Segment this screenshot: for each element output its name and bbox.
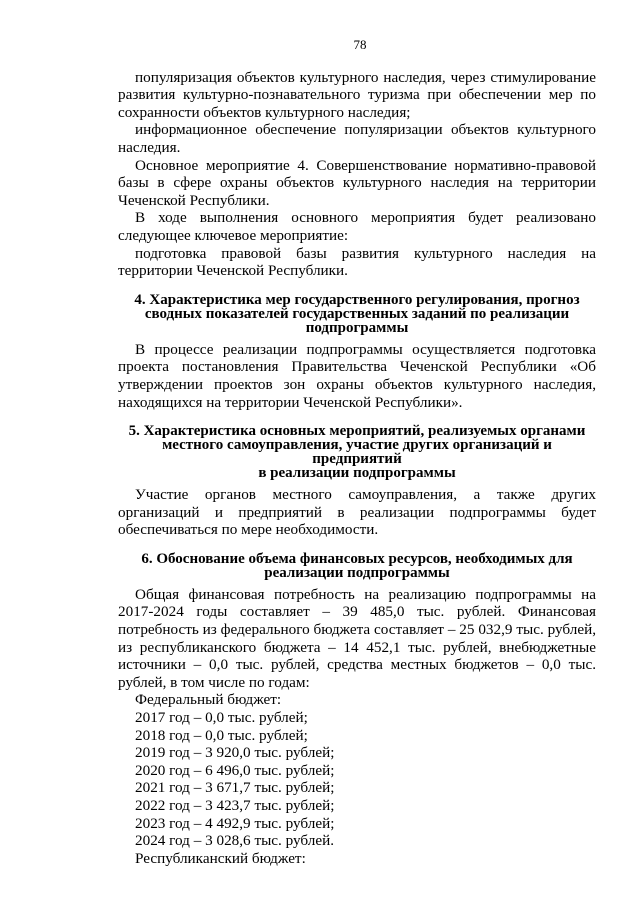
page-number: 78 <box>353 37 367 52</box>
section-6-heading-line: 6. Обоснование объема финансовых ресурсов, необходимых для <box>141 550 573 567</box>
paragraph-main-measure-4: Основное мероприятие 4. Совершенствование нормативно-правовой базы в сфере охраны объектов культурного наследия на территории Чеченской Республики. <box>118 156 596 209</box>
federal-year-row: 2024 год – 3 028,6 тыс. рублей. <box>135 832 335 850</box>
section-6-heading <box>118 552 596 580</box>
federal-year-row: 2017 год – 0,0 тыс. рублей; <box>135 709 308 727</box>
document-page <box>118 36 596 867</box>
federal-year-row: 2023 год – 4 492,9 тыс. рублей; <box>135 814 335 832</box>
paragraph-information: информационное обеспечение популяризации объектов культурного наследия. <box>118 121 596 156</box>
section-4-heading-line: 4. Характеристика мер государственного регулирования, прогноз <box>134 291 580 308</box>
section-4-text: В процессе реализации подпрограммы осуществляется подготовка проекта постановления Правительства Чеченской Республики «Об утверждении проектов зон охраны объектов культурного наследия, находящихся на территории Чеченской Республики». <box>118 340 596 411</box>
section-4-heading-line: сводных показателей государственных заданий по реализации <box>144 305 570 322</box>
section-4-heading <box>118 293 596 335</box>
section-5-text: Участие органов местного самоуправления, а также других организаций и предприятий в реализации подпрограммы будет обеспечиваться по мере необходимости. <box>118 486 596 539</box>
federal-year-row: 2021 год – 3 671,7 тыс. рублей; <box>135 779 335 797</box>
section-4-heading-line: подпрограммы <box>305 319 409 336</box>
section-6-heading-line: реализации подпрограммы <box>264 564 450 581</box>
section-5-heading <box>118 424 596 480</box>
section-5-heading-line: 5. Характеристика основных мероприятий, реализуемых органами <box>128 423 586 440</box>
republican-budget-label: Республиканский бюджет: <box>135 849 306 867</box>
federal-budget-label: Федеральный бюджет: <box>135 691 282 709</box>
paragraph-key-measure: В ходе выполнения основного мероприятия будет реализовано следующее ключевое мероприятие: <box>118 209 596 244</box>
federal-year-row: 2018 год – 0,0 тыс. рублей; <box>135 726 308 744</box>
paragraph-legal-base: подготовка правовой базы развития культурного наследия на территории Чеченской Республики. <box>118 244 596 280</box>
section-6-text: Общая финансовая потребность на реализацию подпрограммы на 2017-2024 годы составляет – 39 485,0 тыс. рублей. Финансовая потребность из федерального бюджета составляет – 25 032,9 тыс. рублей, из республиканского бюджета – 14 452,1 тыс. рублей, внебюджетные источники – 0,0 тыс. рублей, средства местных бюджетов – 0,0 тыс. рублей, в том числе по годам: <box>118 585 596 691</box>
federal-year-row: 2019 год – 3 920,0 тыс. рублей; <box>135 744 335 762</box>
section-5-heading-line: местного самоуправления, участие других организаций и предприятий <box>162 437 552 468</box>
federal-year-row: 2020 год – 6 496,0 тыс. рублей; <box>135 761 335 779</box>
paragraph-popularization: популяризация объектов культурного наследия, через стимулирование развития культурно-познавательного туризма при обеспечении мер по сохранности объектов культурного наследия; <box>118 68 596 121</box>
federal-year-row: 2022 год – 3 423,7 тыс. рублей; <box>135 797 335 814</box>
section-5-heading-line: в реализации подпрограммы <box>258 465 456 482</box>
